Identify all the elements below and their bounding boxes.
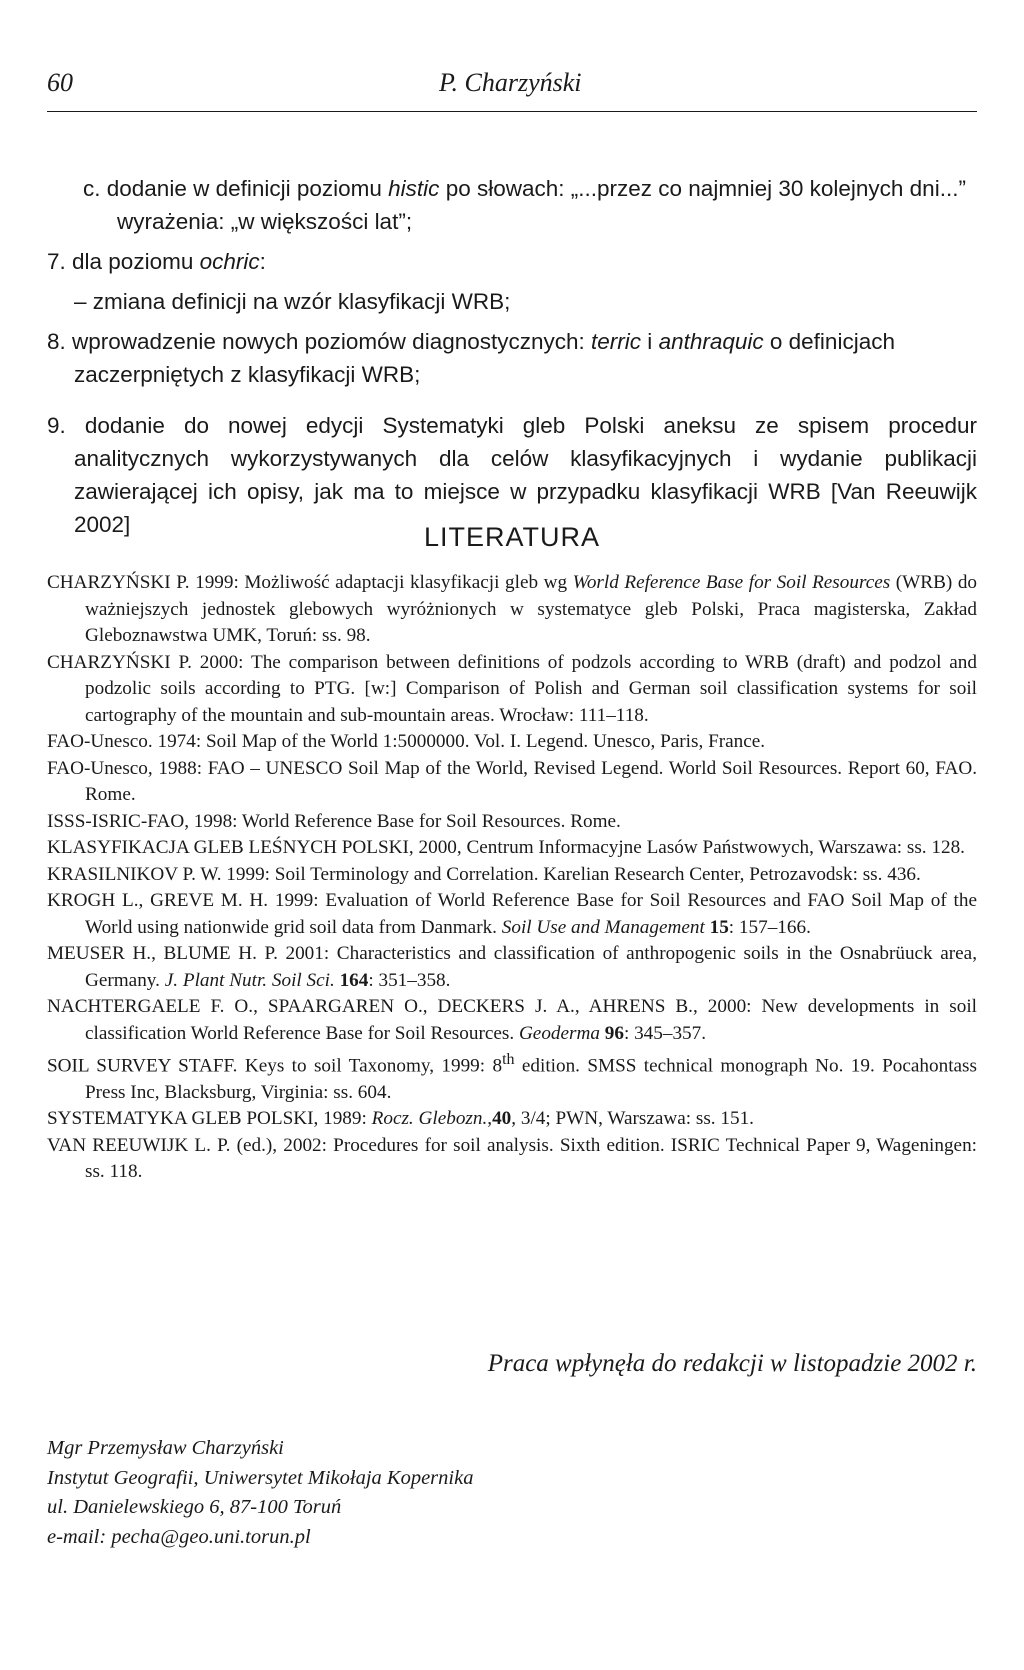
ref-journal: J. Plant Nutr. Soil Sci. (164, 969, 335, 991)
list-text: : (259, 249, 266, 274)
recommendations-list (47, 172, 977, 541)
list-term: terric (591, 329, 642, 354)
ref-text: MEUSER H., BLUME H. P. 2001: Characteristics and classification of anthropogenic soils in the Osnabrüuck area, Germany. (47, 943, 977, 991)
ref-volume: 40 (492, 1108, 512, 1130)
ref-text: , (487, 1108, 493, 1130)
literature-heading: LITERATURA (423, 522, 601, 552)
ref-journal: Geoderma (518, 1022, 600, 1044)
ref-text: NACHTERGAELE F. O., SPAARGAREN O., DECKERS J. A., AHRENS B., 2000: New developments in soil classification World Reference Base for Soil Resources. (47, 996, 977, 1044)
ref-volume: 96 (604, 1022, 624, 1044)
list-text: i (641, 329, 659, 354)
ref-text: : 157–166. (728, 916, 811, 938)
references-list (47, 570, 977, 1186)
reference-item: FAO-Unesco, 1988: FAO – UNESCO Soil Map of the World, Revised Legend. World Soil Resources. Report 60, FAO. Rome. (47, 757, 977, 805)
ref-text: SYSTEMATYKA GLEB POLSKI, 1989: (47, 1108, 372, 1130)
reference-item: VAN REEUWIJK L. P. (ed.), 2002: Procedures for soil analysis. Sixth edition. ISRIC Technical Paper 9, Wageningen: ss. 118. (47, 1134, 977, 1183)
reference-item: KLASYFIKACJA GLEB LEŚNYCH POLSKI, 2000, Centrum Informacyjne Lasów Państwowych, Warszawa: ss. 128. (47, 837, 965, 858)
reference-item (47, 941, 977, 994)
author-name: Mgr Przemysław Charzyński (47, 1437, 284, 1459)
reference-item (47, 570, 977, 650)
list-text: 7. dla poziomu (47, 249, 200, 274)
list-item-7-sub: – zmiana definicji na wzór klasyfikacji WRB; (74, 289, 511, 314)
reference-item: KRASILNIKOV P. W. 1999: Soil Terminology and Correlation. Karelian Research Center, Petrozavodsk: ss. 436. (47, 863, 921, 885)
list-text: o definicjach zaczerpniętych z klasyfikacji WRB; (74, 329, 895, 387)
list-item-7 (47, 245, 977, 278)
ref-journal: Soil Use and Management (501, 916, 705, 938)
reference-item (47, 888, 977, 941)
author-email: e-mail: pecha@geo.uni.torun.pl (47, 1525, 311, 1548)
list-item-9: 9. dodanie do nowej edycji Systematyki gleb Polski aneksu ze spisem procedur analitycznych wykorzystywanych dla celów klasyfikacyjnych i wydanie publikacji zawierającej ich opisy, jak ma to miejsce w przypadku klasyfikacji WRB [Van Reeuwijk 2002] (47, 413, 977, 537)
list-text: po słowach: „...przez co najmniej 30 kolejnych dni...” wyrażenia: „w większości lat”; (117, 176, 966, 234)
running-author: P. Charzyński (439, 68, 582, 97)
author-institute: Instytut Geografii, Uniwersytet Mikołaja Kopernika (47, 1466, 474, 1489)
ref-text: : 345–357. (623, 1022, 707, 1044)
reference-item: ISSS-ISRIC-FAO, 1998: World Reference Base for Soil Resources. Rome. (47, 810, 621, 832)
ref-title: World Reference Base for Soil Resources (572, 572, 891, 593)
ref-text: , 3/4; PWN, Warszawa: ss. 151. (511, 1108, 754, 1130)
list-text: c. dodanie w definicji poziomu (83, 176, 389, 201)
reference-item: FAO-Unesco. 1974: Soil Map of the World 1:5000000. Vol. I. Legend. Unesco, Paris, France. (47, 731, 766, 752)
ref-text: edition. SMSS technical monograph No. 19. Pocahontass Press Inc, Blacksburg, Virginia: ss. 604. (85, 1055, 977, 1103)
ref-text: (WRB) do ważniejszych jednostek glebowych wyróżnionych w systematyce gleb Polski, Praca magisterska, Zakład Gleboznawstwa UMK, Toruń: ss. 98. (85, 572, 978, 646)
ref-volume: 15 (709, 916, 729, 938)
ref-text: CHARZYŃSKI P. 1999: Możliwość adaptacji klasyfikacji gleb wg (47, 572, 573, 593)
list-term: anthraquic (658, 329, 764, 354)
running-header (47, 68, 977, 108)
ref-text: : 351–358. (368, 969, 451, 991)
ref-superscript: th (502, 1051, 515, 1068)
received-note: Praca wpłynęła do redakcji w listopadzie 2002 r. (487, 1350, 977, 1377)
ref-text: SOIL SURVEY STAFF. Keys to soil Taxonomy, 1999: 8 (47, 1055, 503, 1077)
author-address (47, 1434, 473, 1552)
list-term: ochric (199, 249, 260, 274)
header-rule (47, 111, 977, 112)
reference-item: CHARZYŃSKI P. 2000: The comparison between definitions of podzols according to WRB (draft) and podzol and podzolic soils according to PTG. [w:] Comparison of Polish and German soil classification systems for soil cartography of the mountain and sub-mountain areas. Wrocław: 111–118. (47, 651, 977, 726)
reference-item (47, 1106, 977, 1133)
list-text: 8. wprowadzenie nowych poziomów diagnostycznych: (47, 329, 592, 354)
list-item-c (47, 172, 977, 238)
reference-item (47, 1047, 977, 1106)
list-item-8 (47, 325, 977, 391)
ref-volume: 164 (339, 969, 369, 991)
ref-journal: Rocz. Glebozn. (371, 1108, 488, 1130)
page-number: 60 (47, 68, 73, 97)
reference-item (47, 994, 977, 1047)
list-term: histic (388, 176, 440, 201)
ref-text: KROGH L., GREVE M. H. 1999: Evaluation of World Reference Base for Soil Resources and FAO Soil Map of the World using nationwide grid soil data from Danmark. (47, 890, 977, 938)
author-street: ul. Danielewskiego 6, 87-100 Toruń (47, 1496, 342, 1518)
